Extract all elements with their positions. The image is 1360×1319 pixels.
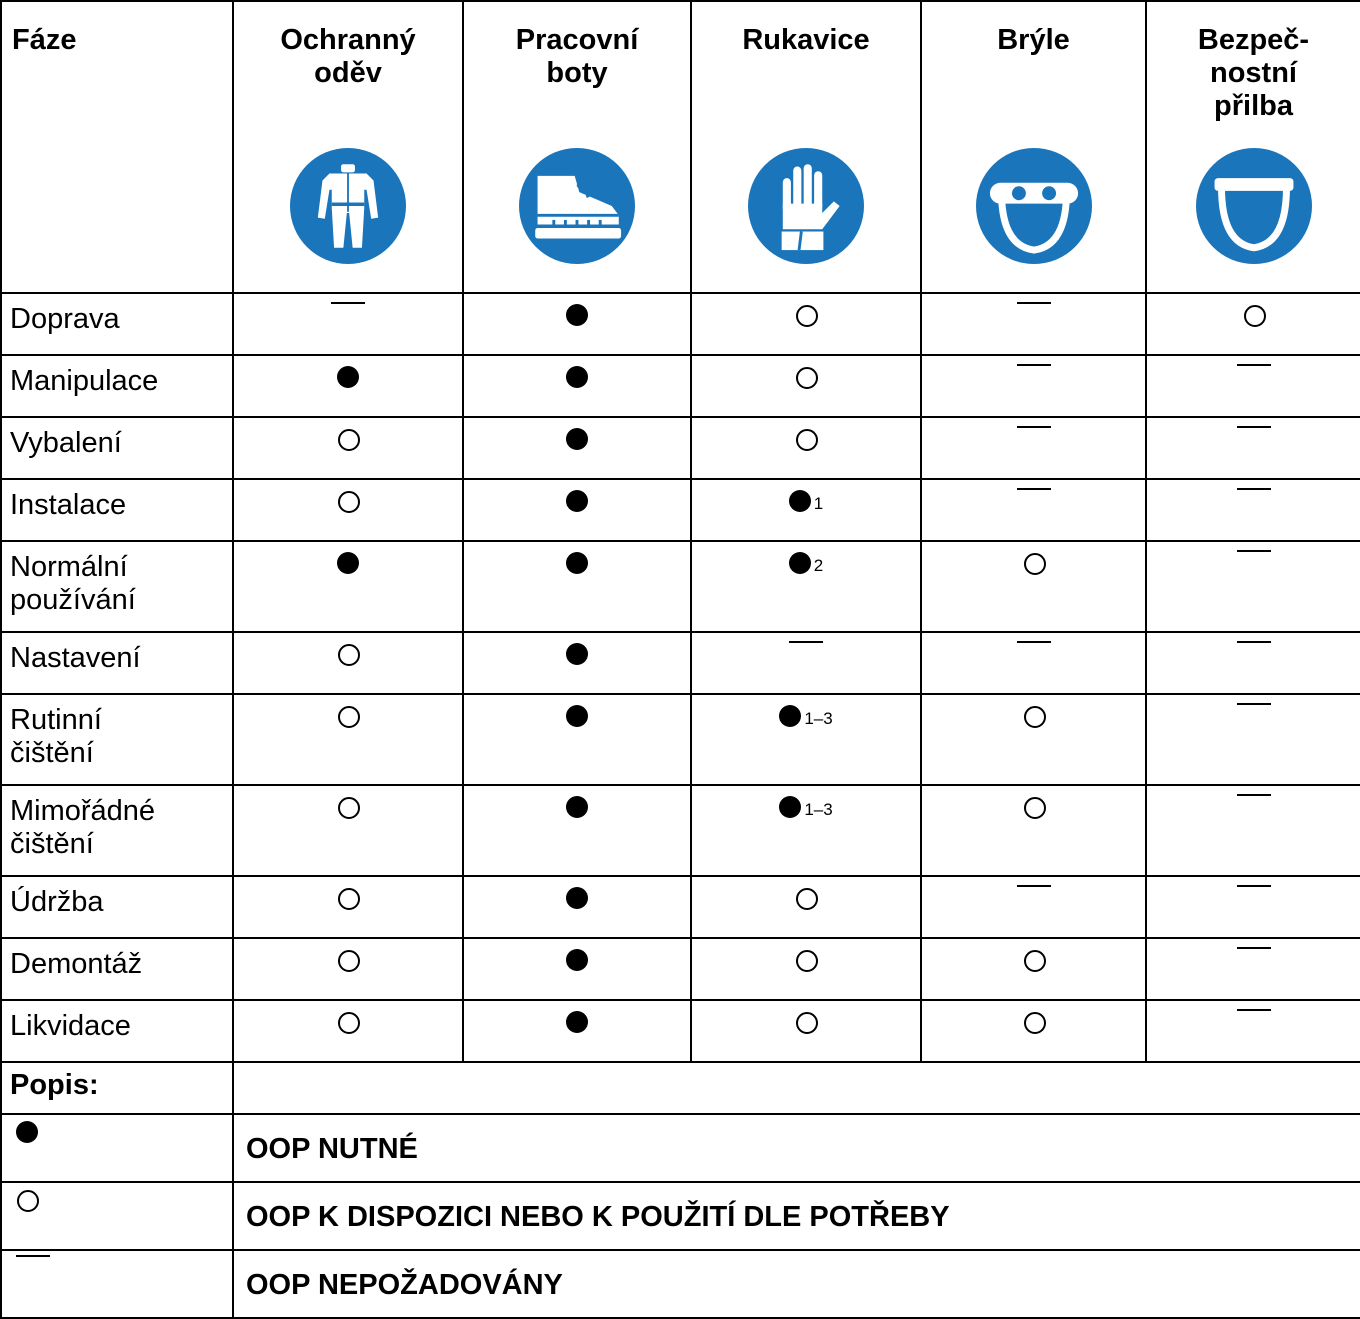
- optional-circle-icon: [337, 887, 359, 909]
- legend-item: [1, 1250, 1360, 1318]
- not-required-dash-icon: [1237, 705, 1271, 727]
- not-required-dash-icon: [1017, 887, 1051, 909]
- optional-circle-icon: [1023, 552, 1045, 574]
- not-required-dash-icon: [1017, 304, 1051, 326]
- phase-label: Vybalení: [1, 417, 233, 479]
- legend-item: [1, 1114, 1360, 1182]
- header-label: Rukavice: [742, 24, 870, 56]
- optional-circle-icon: [795, 428, 817, 450]
- footnote-ref: 1–3: [804, 800, 833, 819]
- ppe-cell: [1146, 293, 1360, 355]
- ppe-cell: [691, 876, 921, 938]
- header-label: Pracovní boty: [515, 24, 639, 89]
- not-required-dash-icon: [1017, 366, 1051, 388]
- legend-symbol: [1, 1182, 233, 1250]
- ppe-cell: [691, 355, 921, 417]
- optional-circle-icon: [337, 705, 359, 727]
- legend-symbol: [1, 1114, 233, 1182]
- required-dot-icon: [566, 366, 588, 388]
- ppe-cell: [921, 632, 1146, 694]
- phase-row: [1, 541, 1360, 632]
- not-required-dash-icon: [1237, 428, 1271, 450]
- phase-row: [1, 1000, 1360, 1062]
- ppe-cell: [691, 293, 921, 355]
- not-required-dash-icon: [1237, 887, 1271, 909]
- phase-label: Doprava: [1, 293, 233, 355]
- phase-label: Demontáž: [1, 938, 233, 1000]
- ppe-cell: [691, 632, 921, 694]
- legend-symbol: [1, 1250, 233, 1318]
- required-dot-icon: [566, 490, 588, 512]
- ppe-rows: [1, 293, 1360, 1062]
- optional-circle-icon: [1023, 1011, 1045, 1033]
- ppe-cell: [233, 293, 463, 355]
- ppe-cell: [463, 355, 691, 417]
- header-protective-clothing: [233, 1, 463, 293]
- optional-circle-icon: [16, 1189, 38, 1211]
- required-dot-icon: [566, 887, 588, 909]
- footnote-ref: 1: [813, 494, 824, 513]
- phase-row: [1, 938, 1360, 1000]
- optional-circle-icon: [1023, 796, 1045, 818]
- not-required-dash-icon: [16, 1257, 50, 1279]
- phase-row: [1, 355, 1360, 417]
- ppe-cell: [1146, 541, 1360, 632]
- ppe-cell: [691, 541, 921, 632]
- hard-hat-icon: [1196, 148, 1312, 264]
- required-dot-icon: [789, 490, 811, 512]
- required-dot-icon: [337, 366, 359, 388]
- ppe-cell: [463, 479, 691, 541]
- optional-circle-icon: [337, 643, 359, 665]
- required-dot-icon: [566, 796, 588, 818]
- protective-clothing-icon: [290, 148, 406, 264]
- not-required-dash-icon: [1017, 490, 1051, 512]
- ppe-cell: [1146, 938, 1360, 1000]
- phase-row: [1, 479, 1360, 541]
- optional-circle-icon: [795, 366, 817, 388]
- phase-label: Normální používání: [1, 541, 233, 632]
- required-dot-icon: [566, 552, 588, 574]
- ppe-cell: [463, 785, 691, 876]
- phase-row: [1, 417, 1360, 479]
- ppe-cell: [691, 1000, 921, 1062]
- ppe-cell: [463, 694, 691, 785]
- header-label: Brýle: [997, 24, 1070, 56]
- required-dot-icon: [566, 304, 588, 326]
- ppe-cell: [921, 355, 1146, 417]
- not-required-dash-icon: [1237, 366, 1271, 388]
- ppe-cell: [691, 694, 921, 785]
- optional-circle-icon: [795, 1011, 817, 1033]
- not-required-dash-icon: [1237, 949, 1271, 971]
- not-required-dash-icon: [1237, 552, 1271, 574]
- required-dot-icon: [566, 705, 588, 727]
- ppe-cell: [1146, 785, 1360, 876]
- ppe-cell: [691, 938, 921, 1000]
- optional-circle-icon: [1243, 304, 1265, 326]
- ppe-cell: [1146, 479, 1360, 541]
- phase-label: Mimořádné čištění: [1, 785, 233, 876]
- header-label: Bezpeč- nostní přilba: [1197, 24, 1310, 122]
- ppe-cell: [463, 876, 691, 938]
- ppe-cell: [921, 1000, 1146, 1062]
- optional-circle-icon: [337, 949, 359, 971]
- legend-title-row: [1, 1062, 1360, 1114]
- ppe-cell: [233, 1000, 463, 1062]
- ppe-cell: [921, 479, 1146, 541]
- required-dot-icon: [566, 643, 588, 665]
- not-required-dash-icon: [1017, 643, 1051, 665]
- ppe-cell: [921, 938, 1146, 1000]
- not-required-dash-icon: [1237, 796, 1271, 818]
- ppe-cell: [463, 293, 691, 355]
- ppe-cell: [233, 541, 463, 632]
- optional-circle-icon: [337, 1011, 359, 1033]
- not-required-dash-icon: [1237, 1011, 1271, 1033]
- legend-title: Popis:: [1, 1062, 233, 1114]
- required-dot-icon: [566, 428, 588, 450]
- ppe-cell: [921, 785, 1146, 876]
- legend: [1, 1062, 1360, 1318]
- legend-title-empty: [233, 1062, 1360, 1114]
- ppe-cell: [233, 355, 463, 417]
- ppe-cell: [233, 876, 463, 938]
- not-required-dash-icon: [1237, 490, 1271, 512]
- optional-circle-icon: [795, 887, 817, 909]
- phase-label: Manipulace: [1, 355, 233, 417]
- legend-text: OOP NEPOŽADOVÁNY: [233, 1250, 1360, 1318]
- ppe-cell: [233, 479, 463, 541]
- phase-row: [1, 876, 1360, 938]
- ppe-cell: [921, 876, 1146, 938]
- not-required-dash-icon: [331, 304, 365, 326]
- phase-row: [1, 785, 1360, 876]
- optional-circle-icon: [1023, 705, 1045, 727]
- required-dot-icon: [337, 552, 359, 574]
- required-dot-icon: [566, 949, 588, 971]
- phase-label: Instalace: [1, 479, 233, 541]
- ppe-cell: [233, 785, 463, 876]
- header-label: Ochranný oděv: [280, 24, 416, 89]
- optional-circle-icon: [337, 490, 359, 512]
- ppe-cell: [691, 417, 921, 479]
- required-dot-icon: [779, 796, 801, 818]
- ppe-cell: [921, 293, 1146, 355]
- required-dot-icon: [566, 1011, 588, 1033]
- optional-circle-icon: [795, 304, 817, 326]
- ppe-cell: [233, 417, 463, 479]
- phase-header: Fáze: [1, 1, 233, 293]
- ppe-cell: [463, 417, 691, 479]
- ppe-cell: [463, 938, 691, 1000]
- not-required-dash-icon: [1237, 643, 1271, 665]
- not-required-dash-icon: [789, 643, 823, 665]
- phase-label: Likvidace: [1, 1000, 233, 1062]
- header-hard-hat: [1146, 1, 1360, 293]
- ppe-cell: [921, 417, 1146, 479]
- ppe-cell: [921, 694, 1146, 785]
- phase-row: [1, 293, 1360, 355]
- header-safety-boots: [463, 1, 691, 293]
- footnote-ref: 2: [813, 556, 824, 575]
- required-dot-icon: [789, 552, 811, 574]
- footnote-ref: 1–3: [804, 709, 833, 728]
- optional-circle-icon: [337, 796, 359, 818]
- ppe-cell: [1146, 876, 1360, 938]
- ppe-cell: [1146, 1000, 1360, 1062]
- gloves-icon: [748, 148, 864, 264]
- ppe-cell: [691, 785, 921, 876]
- optional-circle-icon: [337, 428, 359, 450]
- goggles-icon: [976, 148, 1092, 264]
- phase-row: [1, 694, 1360, 785]
- not-required-dash-icon: [1017, 428, 1051, 450]
- phase-label: Rutinní čištění: [1, 694, 233, 785]
- ppe-cell: [1146, 632, 1360, 694]
- optional-circle-icon: [1023, 949, 1045, 971]
- header-goggles: [921, 1, 1146, 293]
- phase-row: [1, 632, 1360, 694]
- ppe-cell: [233, 632, 463, 694]
- ppe-cell: [691, 479, 921, 541]
- ppe-cell: [463, 541, 691, 632]
- ppe-cell: [463, 1000, 691, 1062]
- ppe-cell: [921, 541, 1146, 632]
- ppe-cell: [1146, 694, 1360, 785]
- legend-item: [1, 1182, 1360, 1250]
- optional-circle-icon: [795, 949, 817, 971]
- ppe-cell: [463, 632, 691, 694]
- phase-label: Nastavení: [1, 632, 233, 694]
- legend-text: OOP NUTNÉ: [233, 1114, 1360, 1182]
- safety-boots-icon: [519, 148, 635, 264]
- header-row: [1, 1, 1360, 293]
- required-dot-icon: [779, 705, 801, 727]
- phase-label: Údržba: [1, 876, 233, 938]
- legend-text: OOP K DISPOZICI NEBO K POUŽITÍ DLE POTŘEBY: [233, 1182, 1360, 1250]
- ppe-cell: [1146, 417, 1360, 479]
- ppe-cell: [233, 938, 463, 1000]
- ppe-cell: [233, 694, 463, 785]
- header-gloves: [691, 1, 921, 293]
- required-dot-icon: [16, 1121, 38, 1143]
- ppe-cell: [1146, 355, 1360, 417]
